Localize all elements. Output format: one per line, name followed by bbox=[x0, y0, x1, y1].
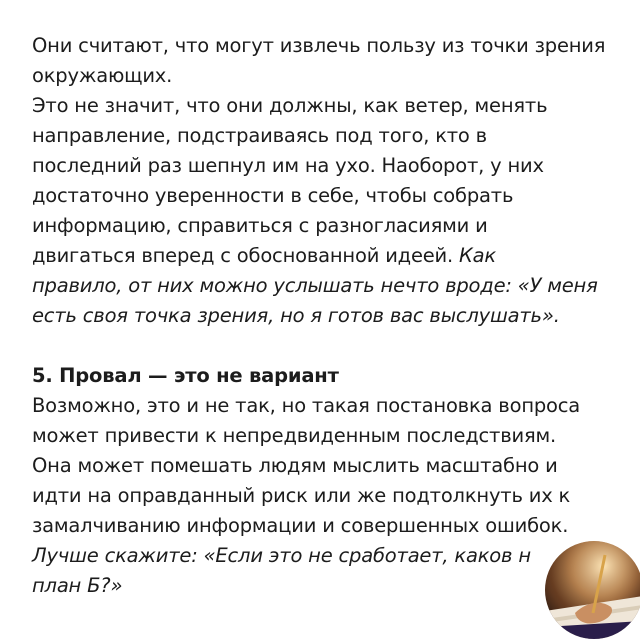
intro-paragraph bbox=[32, 31, 632, 91]
text-line: может привести к непредвиденным последствиям. bbox=[32, 424, 557, 447]
article-body bbox=[32, 31, 632, 601]
text-line: замалчиванию информации и совершенных ошибок. bbox=[32, 514, 569, 537]
paragraph-spacer bbox=[32, 331, 632, 361]
text-line: Она может помешать людям мыслить масштабно и bbox=[32, 454, 558, 477]
quote-line: правило, от них можно услышать нечто вроде: «У меня bbox=[32, 274, 598, 297]
text-span: двигаться вперед с обоснованной идеей. bbox=[32, 244, 460, 267]
avatar[interactable] bbox=[545, 541, 640, 639]
text-line: Это не значит, что они должны, как ветер, менять bbox=[32, 94, 548, 117]
quote-line: план Б?» bbox=[32, 574, 123, 597]
paragraph-three bbox=[32, 391, 632, 601]
quote-line: есть своя точка зрения, но я готов вас выслушать». bbox=[32, 304, 560, 327]
text-line: достаточно уверенности в себе, чтобы собрать bbox=[32, 184, 514, 207]
italic-text-span: Как bbox=[459, 244, 496, 267]
text-line: информацию, справиться с разногласиями и bbox=[32, 214, 488, 237]
text-line: окружающих. bbox=[32, 64, 173, 87]
writing-hand-photo-icon bbox=[545, 541, 640, 639]
text-line: направление, подстраиваясь под того, кто в bbox=[32, 124, 487, 147]
section-heading: 5. Провал — это не вариант bbox=[32, 364, 339, 387]
text-line: Они считают, что могут извлечь пользу из точки зрения bbox=[32, 34, 606, 57]
text-line bbox=[32, 241, 632, 271]
text-line: идти на оправданный риск или же подтолкнуть их к bbox=[32, 484, 571, 507]
paragraph-two bbox=[32, 91, 632, 331]
text-line: последний раз шепнул им на ухо. Наоборот, у них bbox=[32, 154, 544, 177]
quote-line: Лучше скажите: «Если это не сработает, каков н bbox=[32, 544, 531, 567]
text-line: Возможно, это и не так, но такая постановка вопроса bbox=[32, 394, 581, 417]
